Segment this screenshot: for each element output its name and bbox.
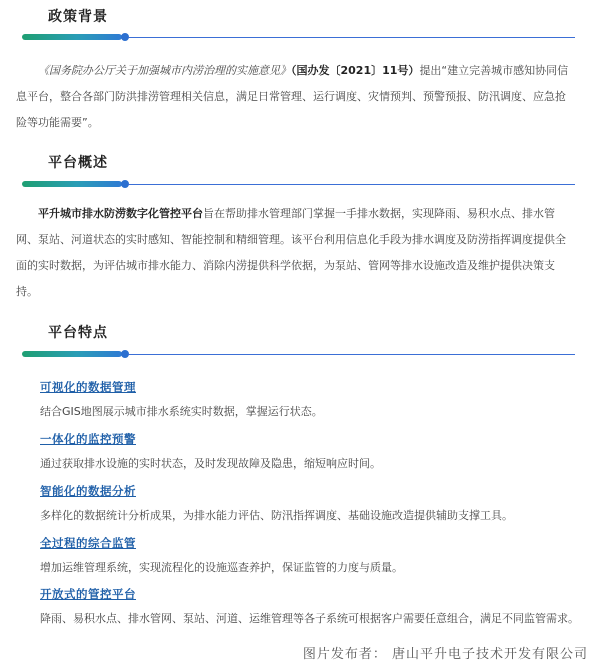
policy-body: 提出“建立完善城市感知协同信息平台，整合各部门防洪排涝管理相关信息，满足日常管理、运行调度、灾情预判、预警预报、防汛调度、应急抢险等功能需要”。 xyxy=(16,64,569,129)
feature-desc-open-platform: 降雨、易积水点、排水管网、泵站、河道、运维管理等各子系统可根据客户需要任意组合，满足不同监管需求。 xyxy=(40,612,579,625)
section-divider xyxy=(22,180,575,188)
section-title-overview: 平台概述 xyxy=(48,155,108,171)
platform-name: 平升城市排水防涝数字化管控平台 xyxy=(38,207,203,220)
feature-desc-visualization: 结合GIS地图展示城市排水系统实时数据，掌握运行状态。 xyxy=(40,405,323,418)
feature-title-open-platform[interactable]: 开放式的管控平台 xyxy=(40,587,136,601)
feature-desc-supervision: 增加运维管理系统，实现流程化的设施巡查养护，保证监管的力度与质量。 xyxy=(40,561,403,574)
divider-line xyxy=(128,354,575,355)
feature-title-visualization[interactable]: 可视化的数据管理 xyxy=(40,380,136,394)
divider-gradient-bar xyxy=(22,34,122,40)
feature-title-monitoring[interactable]: 一体化的监控预警 xyxy=(40,432,136,446)
section-divider xyxy=(22,33,575,41)
divider-line xyxy=(128,37,575,38)
feature-desc-monitoring: 通过获取排水设施的实时状态，及时发现故障及隐患，缩短响应时间。 xyxy=(40,457,381,470)
section-title-features: 平台特点 xyxy=(48,325,108,341)
policy-doc-title: 《国务院办公厅关于加强城市内涝治理的实施意见》 xyxy=(38,64,291,77)
section-divider xyxy=(22,350,575,358)
section-title-policy: 政策背景 xyxy=(48,9,108,25)
overview-body: 旨在帮助排水管理部门掌握一手排水数据，实现降雨、易积水点、排水管网、泵站、河道状态的实时感知、智能控制和精细管理。该平台利用信息化手段为排水调度及防涝指挥调度提供全面的实时数据，为评估城市排水能力、消除内涝提供科学依据，为泵站、管网等排水设施改造及维护提供决策支持。 xyxy=(16,207,566,298)
feature-title-supervision[interactable]: 全过程的综合监管 xyxy=(40,536,136,550)
image-credit: 图片发布者： 唐山平升电子技术开发有限公司 xyxy=(302,647,588,662)
divider-gradient-bar xyxy=(22,181,122,187)
feature-title-analysis[interactable]: 智能化的数据分析 xyxy=(40,484,136,498)
overview-paragraph xyxy=(16,201,576,305)
policy-doc-number: （国办发〔2021〕11号） xyxy=(291,64,420,77)
policy-paragraph xyxy=(16,58,576,136)
divider-gradient-bar xyxy=(22,351,122,357)
feature-desc-analysis: 多样化的数据统计分析成果，为排水能力评估、防汛指挥调度、基础设施改造提供辅助支撑工具。 xyxy=(40,509,513,522)
divider-line xyxy=(128,184,575,185)
